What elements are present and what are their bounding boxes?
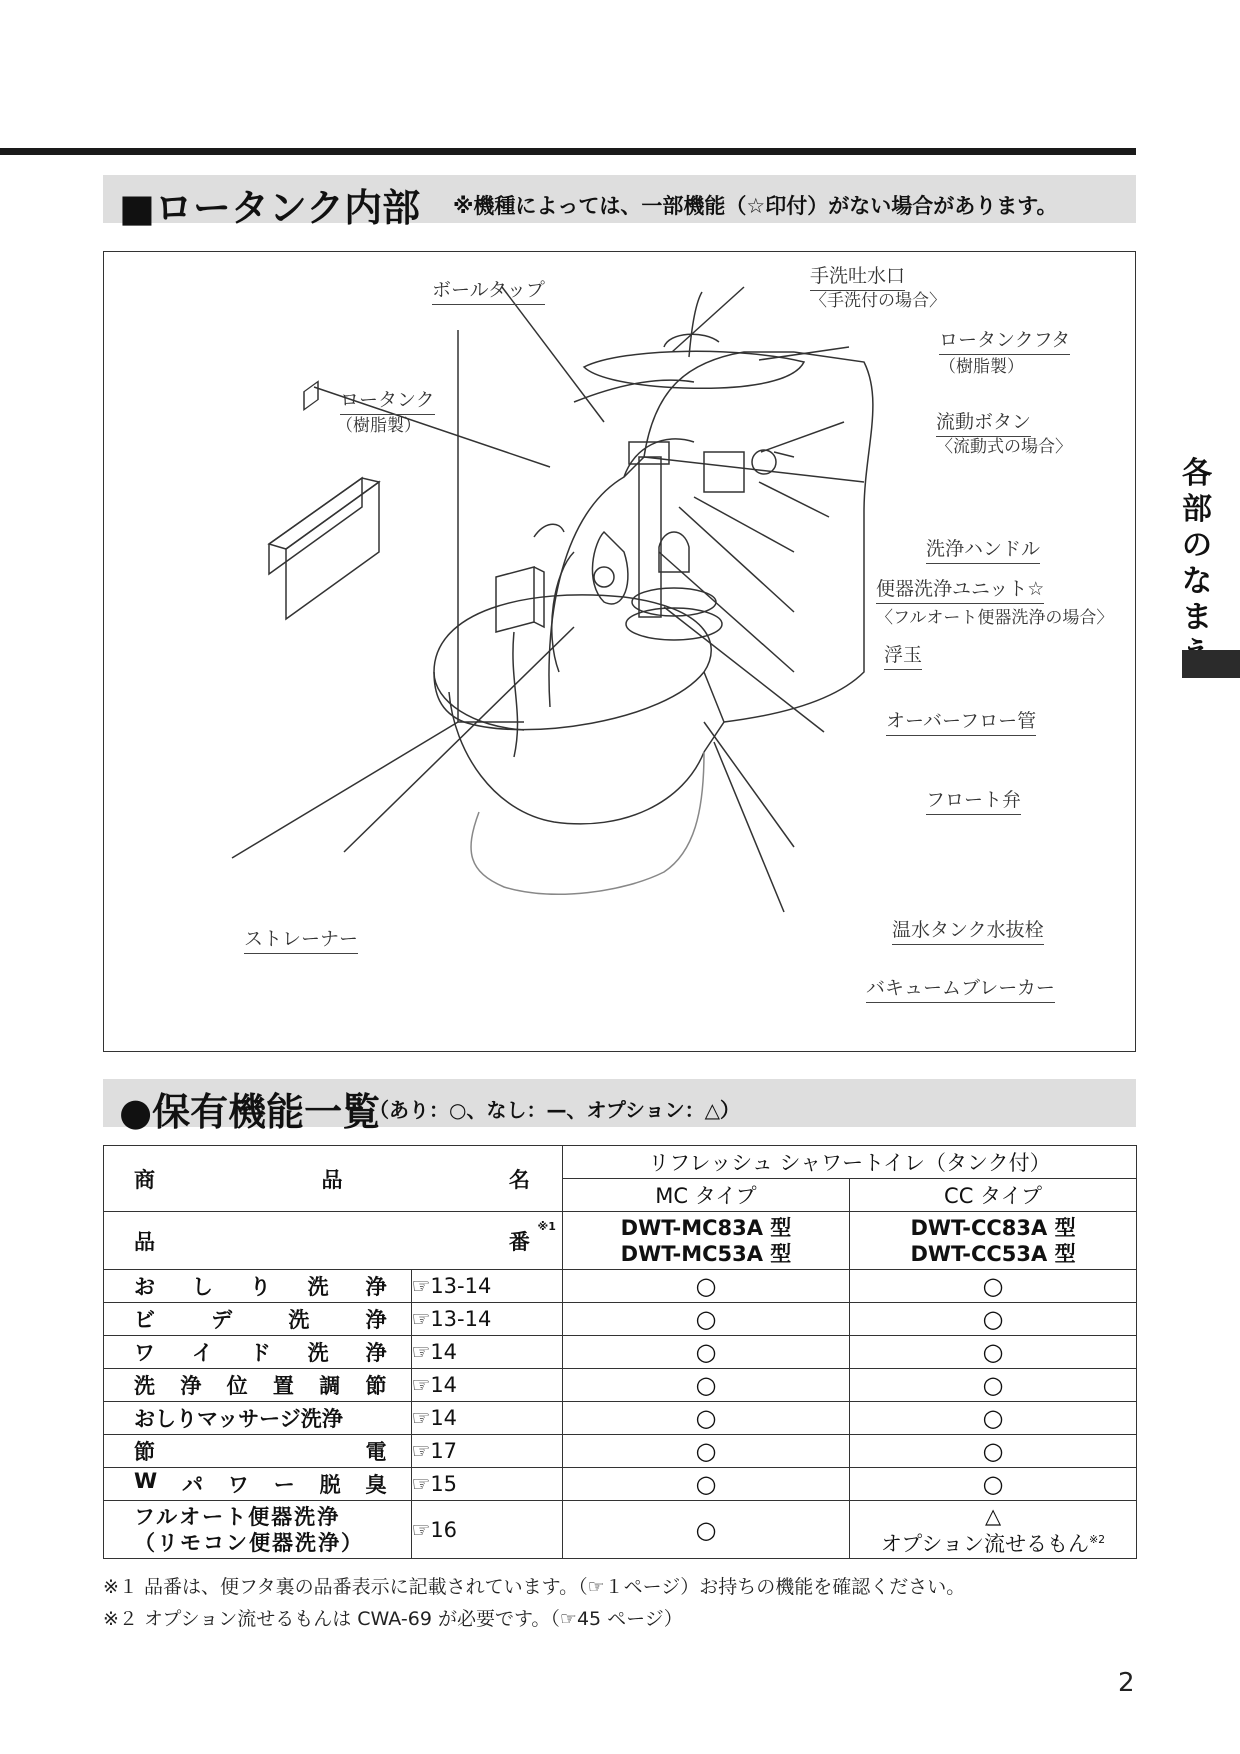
cc-availability: ○: [850, 1402, 1137, 1435]
label-ball-tap: ボールタップ: [432, 278, 545, 305]
footnote-2: ※２ オプション流せるもんは CWA-69 が必要です。（☞45 ページ）: [103, 1608, 683, 1630]
section-note-features: （あり：○、なし：—、オプション：△）: [369, 1098, 741, 1122]
label-flow-button-sub: 〈流動式の場合〉: [936, 437, 1072, 457]
mc-availability: ○: [562, 1435, 849, 1468]
page-reference: ☞14: [411, 1336, 562, 1369]
label-float-ball: 浮玉: [884, 643, 922, 670]
label-low-tank-sub: （樹脂製）: [336, 416, 421, 436]
label-faucet-sub: 〈手洗付の場合〉: [810, 291, 946, 311]
tank-diagram: [103, 251, 1136, 1052]
page-reference: ☞15: [411, 1468, 562, 1501]
label-flush-unit: 便器洗浄ユニット☆: [876, 577, 1044, 604]
table-row: 洗 浄 位 置 調 節 ☞14 ○ ○: [104, 1369, 1137, 1402]
table-row: お し り 洗 浄 ☞13-14 ○ ○: [104, 1270, 1137, 1303]
table-row: ワ イ ド 洗 浄 ☞14 ○ ○: [104, 1336, 1137, 1369]
label-faucet: 手洗吐水口: [810, 264, 905, 291]
page-reference: ☞13-14: [411, 1270, 562, 1303]
label-tank-lid: ロータンクフタ: [939, 328, 1070, 355]
table-row: ビ デ 洗 浄 ☞13-14 ○ ○: [104, 1303, 1137, 1336]
table-row: [104, 1501, 1137, 1559]
cc-availability: △ オプション流せるもん$^{※2}$: [850, 1501, 1137, 1559]
cc-availability: ○: [850, 1435, 1137, 1468]
page-reference: ☞14: [411, 1402, 562, 1435]
mc-availability: ○: [562, 1369, 849, 1402]
label-strainer: ストレーナー: [244, 927, 358, 954]
cc-availability: ○: [850, 1468, 1137, 1501]
mc-availability: ○: [562, 1303, 849, 1336]
mc-availability: ○: [562, 1501, 849, 1559]
header-mc-type: MC タイプ: [562, 1179, 849, 1212]
cc-availability: ○: [850, 1336, 1137, 1369]
mc-availability: ○: [562, 1402, 849, 1435]
header-product-name: 商 品 名: [104, 1146, 563, 1212]
cc-availability: ○: [850, 1270, 1137, 1303]
header-series: リフレッシュ シャワートイレ（タンク付）: [562, 1146, 1136, 1179]
label-tank-lid-sub: （樹脂製）: [939, 357, 1024, 377]
features-table: [103, 1145, 1137, 1559]
footnote-1: ※１ 品番は、便フタ裏の品番表示に記載されています。（☞１ページ）お持ちの機能を確認ください。: [103, 1576, 966, 1598]
label-flow-button: 流動ボタン: [936, 410, 1031, 437]
page-reference: ☞13-14: [411, 1303, 562, 1336]
side-tab-label: 各 部 の な ま: [1182, 456, 1212, 635]
table-row: おしりマッサージ洗浄 ☞14 ○ ○: [104, 1402, 1137, 1435]
mc-availability: ○: [562, 1468, 849, 1501]
mc-availability: ○: [562, 1270, 849, 1303]
page-number: 2: [1118, 1668, 1135, 1698]
mc-models: DWT-MC83A 型 DWT-MC53A 型: [562, 1212, 849, 1270]
section-title-features: ●保有機能一覧: [119, 1090, 381, 1134]
page-reference: ☞14: [411, 1369, 562, 1402]
section-header-tank: [103, 175, 1136, 230]
cc-availability: ○: [850, 1369, 1137, 1402]
cc-availability: ○: [850, 1303, 1137, 1336]
table-row: 節 電 ☞17 ○ ○: [104, 1435, 1137, 1468]
section-title-tank: ■ロータンク内部: [119, 186, 421, 230]
section-note-tank: ※機種によっては、一部機能（☆印付）がない場合があります。: [453, 194, 1058, 218]
section-header-features: [103, 1079, 1136, 1134]
label-vacuum-breaker: バキュームブレーカー: [866, 976, 1055, 1003]
cc-models: DWT-CC83A 型 DWT-CC53A 型: [850, 1212, 1137, 1270]
table-row: W パ ワ ー 脱 臭 ☞15 ○ ○: [104, 1468, 1137, 1501]
label-flush-handle: 洗浄ハンドル: [926, 537, 1040, 564]
label-overflow: オーバーフロー管: [886, 709, 1036, 736]
top-rule: [0, 148, 1136, 155]
label-low-tank: ロータンク: [340, 388, 435, 415]
header-part-number: 品 番 $^{※1}$: [104, 1212, 563, 1270]
header-cc-type: CC タイプ: [850, 1179, 1137, 1212]
label-float-valve: フロート弁: [926, 788, 1021, 815]
side-tab-marker: [1182, 650, 1240, 678]
page-reference: ☞17: [411, 1435, 562, 1468]
page-reference: ☞16: [411, 1501, 562, 1559]
label-drain-plug: 温水タンク水抜栓: [892, 918, 1044, 945]
label-flush-unit-sub: 〈フルオート便器洗浄の場合〉: [876, 608, 1114, 628]
mc-availability: ○: [562, 1336, 849, 1369]
feature-full-auto: フルオート便器洗浄 （リモコン便器洗浄）: [104, 1501, 412, 1559]
